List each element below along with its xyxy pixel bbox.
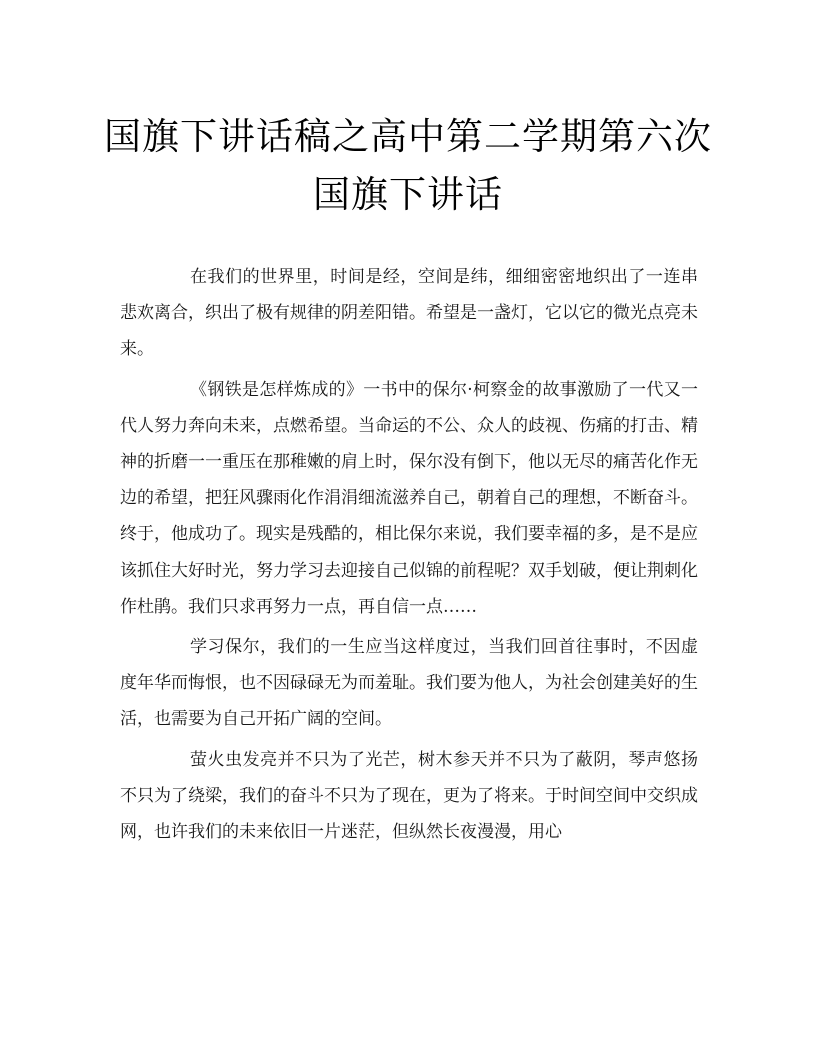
paragraph-3: 学习保尔，我们的一生应当这样度过，当我们回首往事时，不因虚度年华而悔恨，也不因碌碌无为而羞耻。我们要为他人，为社会创建美好的生活，也需要为自己开拓广阔的空间。 — [120, 637, 698, 730]
paragraph-1: 在我们的世界里，时间是经，空间是纬，细细密密地织出了一连串悲欢离合，织出了极有规律的阴差阳错。希望是一盏灯，它以它的微光点亮未来。 — [120, 267, 698, 360]
paragraph-2: 《钢铁是怎样炼成的》一书中的保尔·柯察金的故事激励了一代又一代人努力奔向未来，点燃希望。当命运的不公、众人的歧视、伤痛的打击、精神的折磨一一重压在那稚嫩的肩上时，保尔没有倒下，他以无尽的痛苦化作无边的希望，把狂风骤雨化作涓涓细流滋养自己，朝着自己的理想，不断奋斗。终于，他成功了。现实是残酷的，相比保尔来说，我们要幸福的多，是不是应该抓住大好时光，努力学习去迎接自己似锦的前程呢？双手划破，便让荆刺化作杜鹃。我们只求再努力一点，再自信一点…… — [120, 379, 698, 617]
paragraph-4: 萤火虫发亮并不只为了光芒，树木参天并不只为了蔽阴，琴声悠扬不只为了绕梁，我们的奋斗不只为了现在，更为了将来。于时间空间中交织成网，也许我们的未来依旧一片迷茫，但纵然长夜漫漫，用心 — [120, 749, 698, 843]
document-title — [100, 108, 716, 224]
title-line-1: 国旗下讲话稿之高中第二学期第六次 — [104, 115, 712, 158]
title-line-2: 国旗下讲话 — [313, 173, 503, 216]
document-body — [120, 259, 698, 854]
